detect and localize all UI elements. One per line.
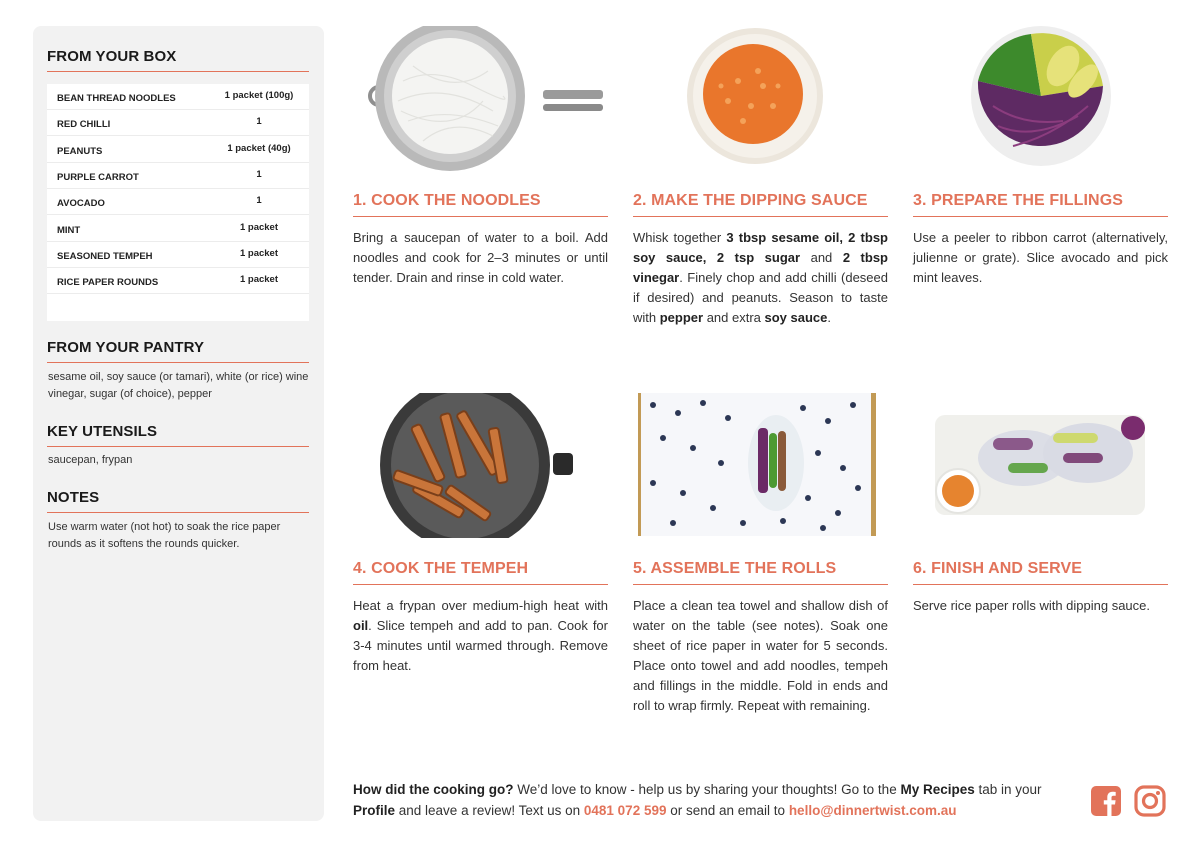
phone-link[interactable]: 0481 072 599 xyxy=(583,803,667,818)
body-text: . xyxy=(827,310,832,325)
from-your-box-title: FROM YOUR BOX xyxy=(47,48,177,65)
bold-text: 3 tbsp sesame oil, 2 tbsp soy sauce, 2 tsp sugar xyxy=(633,230,888,265)
ingredient-qty: 1 xyxy=(256,195,262,207)
tempeh-frypan-photo xyxy=(353,393,608,538)
noodles-strainer-photo xyxy=(353,26,608,171)
step-rule xyxy=(353,216,608,217)
ingredient-row xyxy=(47,189,309,215)
ingredient-qty: 1 xyxy=(256,116,262,128)
title-rule xyxy=(47,71,309,72)
step-body xyxy=(353,228,608,288)
ingredient-row xyxy=(47,268,309,294)
bold-text: 2 tbsp vinegar xyxy=(633,250,888,285)
title-rule xyxy=(47,362,309,363)
step-rule xyxy=(353,584,608,585)
body-text: . Slice tempeh and add to pan. Cook for 3-4 minutes until warmed through. Remove from heat. xyxy=(353,618,608,673)
served-rolls-photo xyxy=(913,393,1168,538)
ingredient-name: BEAN THREAD NOODLES xyxy=(57,93,176,104)
facebook-icon[interactable] xyxy=(1090,785,1122,817)
ingredient-qty: 1 packet xyxy=(239,274,279,286)
ingredient-name: RICE PAPER ROUNDS xyxy=(57,277,159,289)
step-body xyxy=(913,228,1168,288)
title-rule xyxy=(47,512,309,513)
ingredient-name: MINT xyxy=(57,224,81,236)
step-rule xyxy=(633,584,888,585)
body-text: Serve rice paper rolls with dipping sauce. xyxy=(913,598,1151,613)
fillings-plate-photo xyxy=(913,26,1168,171)
sidebar-panel xyxy=(33,26,324,821)
step-rule xyxy=(913,584,1168,585)
ingredient-qty: 1 packet (40g) xyxy=(227,142,291,154)
ingredient-name: SEASONED TEMPEH xyxy=(57,250,153,262)
title-rule xyxy=(47,446,309,447)
ingredient-row xyxy=(47,242,309,268)
body-text: and xyxy=(800,250,843,265)
step-title: 1. COOK THE NOODLES xyxy=(353,192,541,209)
ingredient-row xyxy=(47,110,309,136)
footer-text: We’d love to know - help us by sharing your thoughts! Go to the xyxy=(513,782,901,797)
utensils-text: saucepan, frypan xyxy=(48,454,133,466)
step-rule xyxy=(913,216,1168,217)
body-text: . Finely chop and add chilli (deseed if desired) and peanuts. Season to taste with xyxy=(633,270,888,325)
notes-title: NOTES xyxy=(47,489,100,506)
bold-text: soy sauce xyxy=(764,310,828,325)
ingredient-name: PURPLE CARROT xyxy=(57,171,139,183)
bold-text: oil xyxy=(353,618,369,633)
box-ingredients-table xyxy=(47,84,309,321)
ingredient-name: AVOCADO xyxy=(57,198,105,210)
assemble-rolls-photo xyxy=(633,393,888,538)
footer-text: or send an email to xyxy=(666,803,789,818)
my-recipes-link[interactable]: My Recipes xyxy=(900,782,975,797)
step-title: 5. ASSEMBLE THE ROLLS xyxy=(633,560,837,577)
ingredient-qty: 1 packet xyxy=(239,247,279,259)
step-body xyxy=(913,596,1168,616)
step-body xyxy=(353,596,608,676)
ingredient-row xyxy=(47,216,309,242)
key-utensils-title: KEY UTENSILS xyxy=(47,423,158,440)
from-your-pantry-title: FROM YOUR PANTRY xyxy=(47,339,205,356)
email-link[interactable]: hello@dinnertwist.com.au xyxy=(788,803,957,818)
profile-link[interactable]: Profile xyxy=(353,803,396,818)
body-text: and extra xyxy=(703,310,765,325)
body-text: Bring a saucepan of water to a boil. Add noodles and cook for 2–3 minutes or until tender. Drain and rinse in cold water. xyxy=(353,230,608,285)
footer-text: tab in your xyxy=(974,782,1042,797)
bold-text: pepper xyxy=(659,310,704,325)
step-title: 2. MAKE THE DIPPING SAUCE xyxy=(633,192,868,209)
ingredient-qty: 1 packet (100g) xyxy=(224,90,294,101)
ingredient-name: PEANUTS xyxy=(57,145,103,157)
footer-question: How did the cooking go? xyxy=(353,782,514,797)
ingredient-row xyxy=(47,84,309,110)
step-body xyxy=(633,596,888,716)
ingredient-name: RED CHILLI xyxy=(57,119,111,131)
step-body xyxy=(633,228,888,328)
feedback-footer xyxy=(353,779,1073,821)
step-title: 4. COOK THE TEMPEH xyxy=(353,560,529,577)
ingredient-qty: 1 packet xyxy=(239,221,279,233)
instagram-icon[interactable] xyxy=(1134,785,1166,817)
body-text: Use a peeler to ribbon carrot (alternatively, julienne or grate). Slice avocado and pick mint leaves. xyxy=(913,230,1168,285)
pantry-text: sesame oil, soy sauce (or tamari), white (or rice) wine vinegar, sugar (of choice), pepper xyxy=(48,371,309,400)
footer-text: and leave a review! Text us on xyxy=(395,803,584,818)
ingredient-qty: 1 xyxy=(256,168,262,180)
notes-text: Use warm water (not hot) to soak the rice paper rounds as it softens the rounds quicker. xyxy=(48,521,281,550)
body-text: Place a clean tea towel and shallow dish of water on the table (see notes). Soak one sheet of rice paper in water for 5 seconds. Place onto towel and add noodles, tempeh and fillings in the middle. Fold in ends and roll to wrap firmly. Repeat with remaining. xyxy=(633,598,888,713)
step-title: 6. FINISH AND SERVE xyxy=(913,560,1083,577)
ingredient-row xyxy=(47,163,309,189)
ingredient-row xyxy=(47,137,309,163)
body-text: Heat a frypan over medium-high heat with xyxy=(353,598,608,613)
step-title: 3. PREPARE THE FILLINGS xyxy=(913,192,1124,209)
step-rule xyxy=(633,216,888,217)
body-text: Whisk together xyxy=(633,230,727,245)
dipping-sauce-photo xyxy=(633,26,888,171)
